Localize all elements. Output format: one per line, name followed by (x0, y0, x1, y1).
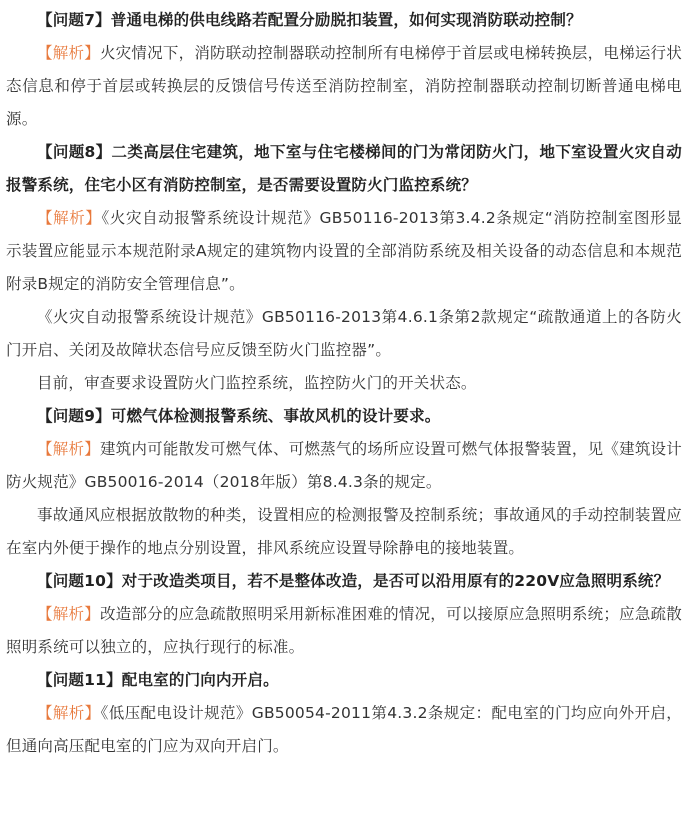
answer-text: 建筑内可能散发可燃气体、可燃蒸气的场所应设置可燃气体报警装置，见《建筑设计防火规范》GB50016-2014（2018年版）第8.4.3条的规定。 (6, 440, 682, 491)
question-10: 【问题10】对于改造类项目，若不是整体改造，是否可以沿用原有的220V应急照明系统？ (37, 572, 670, 590)
question-9: 【问题9】可燃气体检测报警系统、事故风机的设计要求。 (37, 407, 441, 425)
answer-11 (6, 697, 682, 763)
question-7: 【问题7】普通电梯的供电线路若配置分励脱扣装置，如何实现消防联动控制？ (37, 11, 582, 29)
question-11: 【问题11】配电室的门向内开启。 (37, 671, 279, 689)
answer-text: 火灾情况下，消防联动控制器联动控制所有电梯停于首层或电梯转换层，电梯运行状态信息和停于首层或转换层的反馈信号传送至消防控制室，消防控制器联动控制切断普通电梯电源。 (6, 44, 682, 128)
answer-7 (6, 37, 682, 136)
answer-8-paragraph-3: 目前，审查要求设置防火门监控系统，监控防火门的开关状态。 (37, 374, 477, 392)
answer-8-paragraph-2: 《火灾自动报警系统设计规范》GB50116-2013第4.6.1条第2款规定“疏散通道上的各防火门开启、关闭及故障状态信号应反馈至防火门监控器”。 (6, 308, 682, 359)
answer-tag: 【解析】 (37, 704, 101, 722)
answer-text: 《低压配电设计规范》GB50054-2011第4.3.2条规定：配电室的门均应向外开启，但通向高压配电室的门应为双向开启门。 (6, 704, 682, 755)
answer-text: 《火灾自动报警系统设计规范》GB50116-2013第3.4.2条规定“消防控制室图形显示装置应能显示本规范附录A规定的建筑物内设置的全部消防系统及相关设备的动态信息和本规范附录B规定的消防安全管理信息”。 (6, 209, 682, 293)
answer-10 (6, 598, 682, 664)
answer-tag: 【解析】 (37, 605, 100, 623)
answer-9 (6, 433, 682, 499)
answer-9-paragraph-2: 事故通风应根据放散物的种类，设置相应的检测报警及控制系统；事故通风的手动控制装置应在室内外便于操作的地点分别设置，排风系统应设置导除静电的接地装置。 (6, 506, 682, 557)
answer-8 (6, 202, 682, 301)
answer-tag: 【解析】 (37, 440, 100, 458)
answer-text: 改造部分的应急疏散照明采用新标准困难的情况，可以接原应急照明系统；应急疏散照明系统可以独立的，应执行现行的标准。 (6, 605, 682, 656)
answer-tag: 【解析】 (37, 44, 100, 62)
question-8: 【问题8】二类高层住宅建筑，地下室与住宅楼梯间的门为常闭防火门，地下室设置火灾自动报警系统，住宅小区有消防控制室，是否需要设置防火门监控系统？ (6, 143, 682, 194)
answer-tag: 【解析】 (37, 209, 102, 227)
